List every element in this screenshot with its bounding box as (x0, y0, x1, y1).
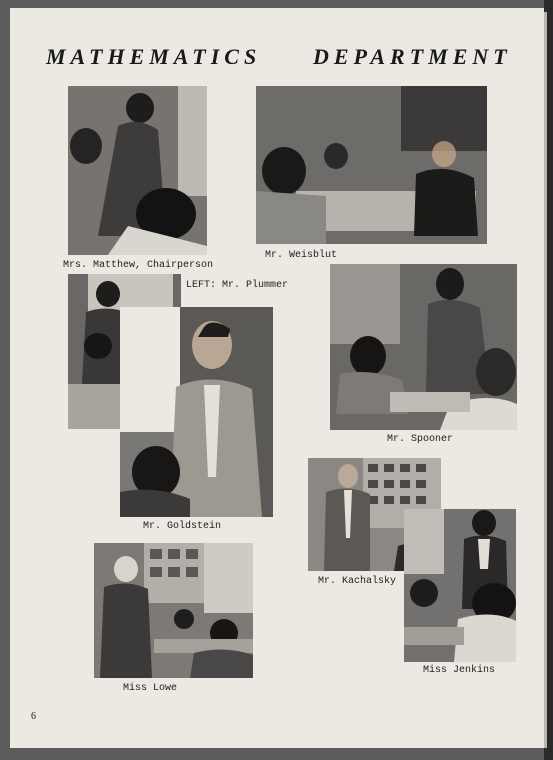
caption-mr-weisblut: Mr. Weisblut (265, 250, 338, 261)
caption-mr-goldstein: Mr. Goldstein (143, 521, 222, 532)
caption-mr-spooner: Mr. Spooner (387, 434, 454, 445)
caption-miss-jenkins: Miss Jenkins (423, 665, 496, 676)
page-number: 6 (31, 711, 36, 722)
caption-left-mr-plummer: LEFT: Mr. Plummer (186, 280, 289, 291)
photo-mr-spooner (330, 264, 517, 430)
photo-miss-lowe (94, 543, 253, 678)
photo-mrs-matthew (68, 86, 207, 255)
title-department: DEPARTMENT (313, 44, 512, 69)
caption-mr-kachalsky: Mr. Kachalsky (318, 576, 397, 587)
photo-mr-goldstein (120, 307, 273, 517)
title-mathematics: MATHEMATICS (46, 44, 262, 69)
caption-miss-lowe: Miss Lowe (123, 683, 178, 694)
photo-mr-weisblut (256, 86, 487, 244)
photo-miss-jenkins (404, 509, 516, 662)
caption-mrs-matthew: Mrs. Matthew, Chairperson (63, 260, 214, 271)
page-edge (544, 12, 547, 748)
